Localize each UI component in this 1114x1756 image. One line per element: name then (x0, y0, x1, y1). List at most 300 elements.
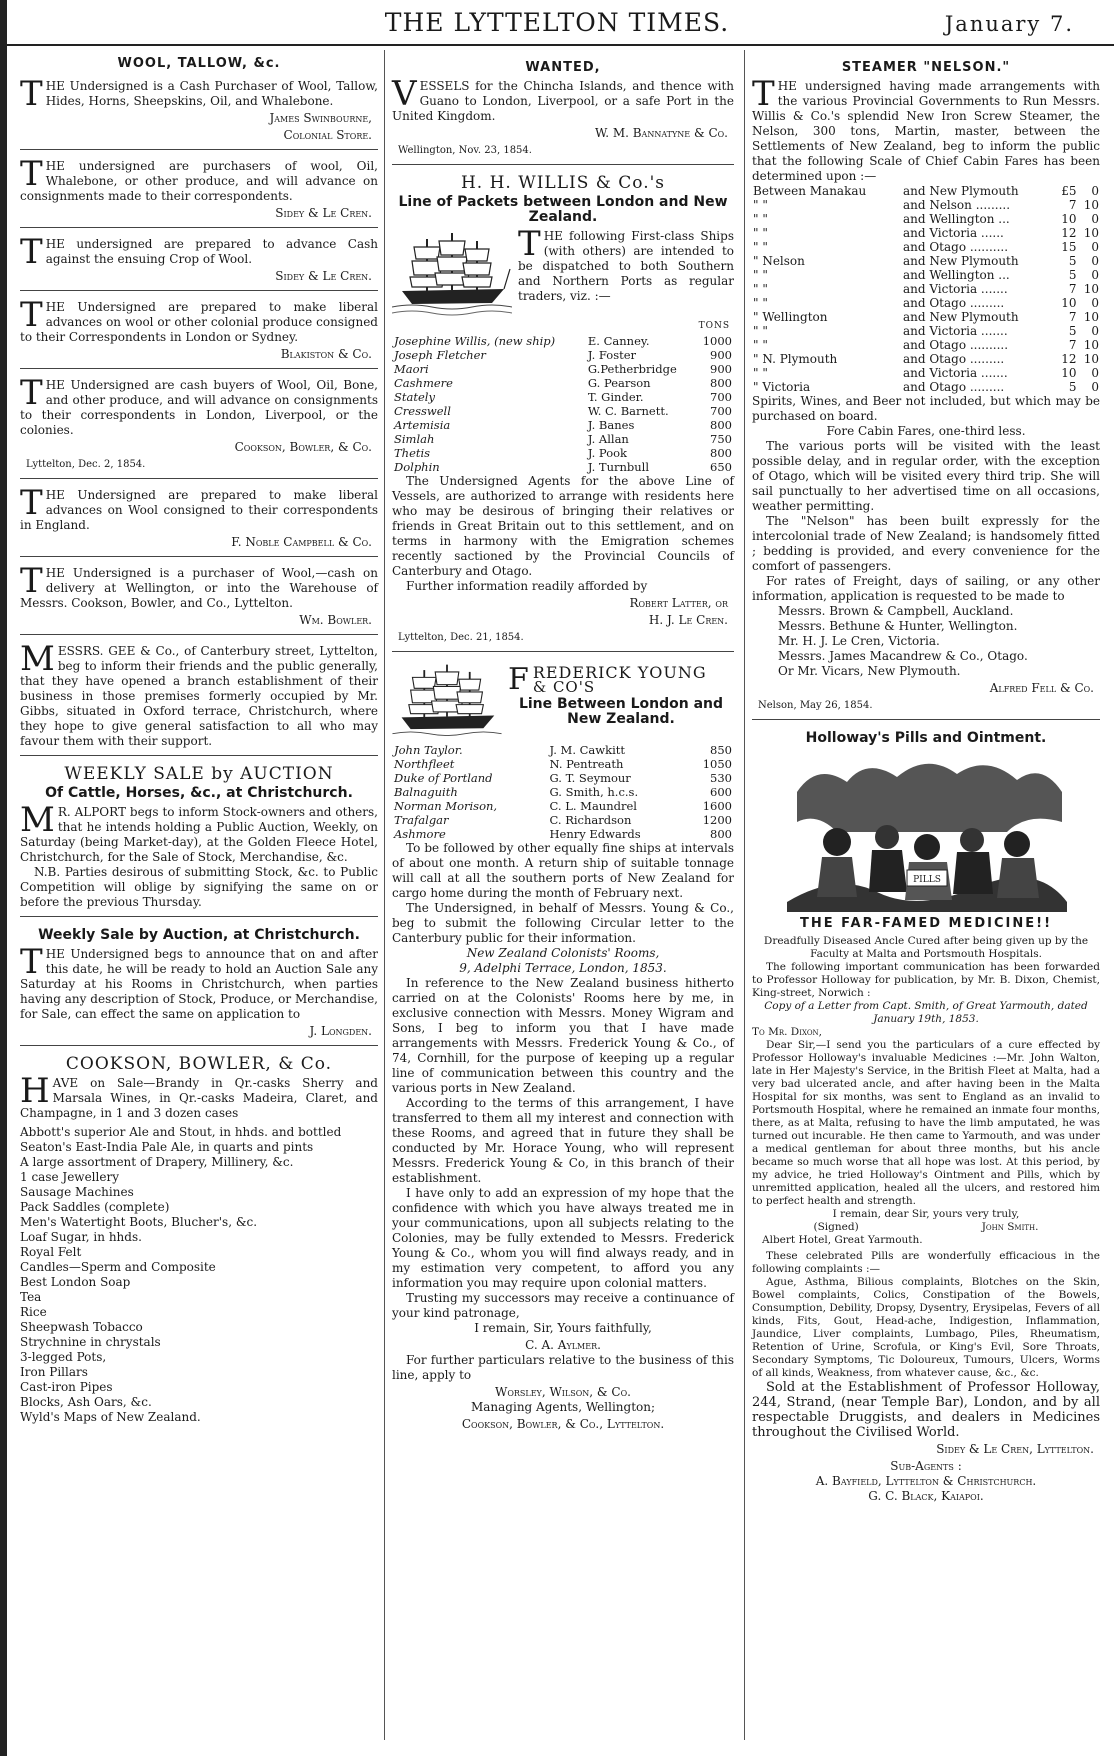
table-row (392, 827, 734, 841)
fare-shillings: 0 (1091, 324, 1099, 338)
advert-text: The Undersigned Agents for the above Line of Vessels, are authorized to arrange with residents here who may be desirous of bringing their relatives or friends in Great Britain out to this settlement, and on terms in harmony with the Emigration schemes recently sactioned by the Provincial Councils of Canterbury and Otago. (392, 474, 734, 578)
advert-swinbourne (20, 75, 378, 150)
fare-shillings: 0 (1091, 184, 1099, 198)
list-item: Sausage Machines (20, 1185, 134, 1199)
letter-salutation: To Mr. Dixon, (752, 1026, 823, 1038)
advert-subheading: Line Between London and New Zealand. (518, 696, 724, 727)
advert-note: N.B. Parties desirous of submitting Stock, &c. to Public Competition will oblige by signifying the same on or before the previous Thursday. (20, 865, 378, 909)
ship-name: John Taylor. (394, 743, 463, 757)
page-edge-bar (0, 0, 7, 1756)
table-row (752, 296, 1100, 310)
table-row (392, 348, 734, 362)
fare-to: and Nelson ......... (902, 198, 1011, 212)
list-item: Iron Pillars (20, 1365, 88, 1379)
complaints-list: Ague, Asthma, Bilious complaints, Blotches on the Skin, Bowel complaints, Colics, Constipation of the Bowels, Consumption, Debility, Dropsy, Dysentry, Erysipelas, Fevers of all kinds, Fits, Gout, Head-ache, Indigestion, Inflammation, Jaundice, Liver complaints, Lumbago, Piles, Rheumatism, Retention of Urine, Scrofula, or King's Evil, Sore Throats, Secondary Symptoms, Tic Doloureux, Tumours, Ulcers, Worms of all kinds, Weakness, from whatever cause, &c., &c. (752, 1276, 1100, 1379)
advert-holloway (752, 725, 1100, 1510)
table-row (392, 362, 734, 376)
fare-pounds: 12 (1061, 226, 1077, 240)
advert-signature: Alfred Fell & Co. (989, 681, 1094, 695)
fare-from: Between Manakau (753, 184, 867, 198)
list-item: Best London Soap (20, 1275, 131, 1289)
masthead (0, 0, 1114, 46)
advert-text: HE Undersigned is a purchaser of Wool,—cash on delivery at Wellington, or into the Warehouse of Messrs. Cookson, Bowler, and Co., Lyttelton. (20, 566, 378, 610)
fare-pounds: 5 (1068, 324, 1077, 338)
advert-text: The following important communication has been forwarded to Professor Holloway for publication, by Mr. B. Dixon, Chemist, King-street, Norwich : (752, 961, 1100, 999)
ship-master: E. Canney. (587, 334, 650, 348)
column-3 (752, 54, 1100, 1515)
ship-master: J. Pook (587, 446, 628, 460)
table-row (392, 757, 734, 771)
advert-text: For rates of Freight, days of sailing, or any other information, application is requested to be made to (752, 574, 1100, 603)
ship-name: Trafalgar (394, 813, 449, 827)
ship-tons: 530 (710, 771, 732, 785)
ship-master: J. Foster (587, 348, 637, 362)
ship-tons: 850 (710, 743, 732, 757)
willis-ships-table (392, 334, 734, 474)
fare-from: " N. Plymouth (753, 352, 838, 366)
fare-to: and New Plymouth (902, 254, 1019, 268)
advert-text: Spirits, Wines, and Beer not included, but which may be purchased on board. (752, 394, 1100, 423)
list-item: Or Mr. Vicars, New Plymouth. (778, 664, 961, 678)
fare-to: and Wellington ... (902, 268, 1010, 282)
table-row (392, 404, 734, 418)
fare-from: " Wellington (753, 310, 828, 324)
advert-longden (20, 922, 378, 1046)
list-item: Blocks, Ash Oars, &c. (20, 1395, 152, 1409)
advert-heading-co: & CO'S (532, 678, 596, 696)
ship-name: Duke of Portland (394, 771, 493, 785)
advert-heading: H. H. WILLIS & Co.'s (460, 173, 666, 193)
ship-master: Henry Edwards (549, 827, 641, 841)
table-row (392, 771, 734, 785)
fare-shillings: 0 (1091, 366, 1099, 380)
fare-to: and Otago ......... (902, 296, 1005, 310)
advert-text: Trusting my successors may receive a continuance of your kind patronage, (392, 1291, 734, 1320)
table-row (752, 198, 1100, 212)
ship-tons: 700 (710, 404, 732, 418)
advert-signature: James Swinbourne, (269, 111, 372, 125)
table-row (392, 813, 734, 827)
ship-name: Cresswell (394, 404, 451, 418)
table-row (752, 212, 1100, 226)
fare-from: " " (753, 296, 768, 310)
fare-to: and Otago ......... (902, 352, 1005, 366)
ship-master: G. Smith, h.c.s. (549, 785, 639, 799)
fare-from: " " (753, 268, 768, 282)
column-2 (392, 54, 734, 1443)
advert-campbell (20, 484, 378, 557)
advert-signature: F. Noble Campbell & Co. (231, 535, 372, 549)
advert-heading: Holloway's Pills and Ointment. (805, 730, 1047, 746)
ship-master: J. M. Cawkitt (549, 743, 626, 757)
ship-tons: 900 (710, 348, 732, 362)
advert-text: HE undersigned having made arrangements with the various Provincial Governments to Run Messrs. Willis & Co.'s splendid New Iron Screw Steamer, the Nelson, 300 tons, Martin, master, between the Settlements of New Zealand, beg to inform the public that the following Scale of Chief Cabin Fares has been determined upon :— (752, 79, 1100, 183)
advert-signature: Cookson, Bowler, & Co., Lyttelton. (461, 1417, 665, 1431)
fare-to: and Otago .......... (902, 338, 1009, 352)
ship-tons: 800 (710, 827, 732, 841)
advert-text: Fore Cabin Fares, one-third less. (826, 424, 1026, 438)
ship-master: C. Richardson (549, 813, 632, 827)
fare-shillings: 0 (1091, 240, 1099, 254)
ship-tons: 800 (710, 446, 732, 460)
fare-to: and Victoria ...... (902, 226, 1004, 240)
fare-pounds: 10 (1061, 212, 1077, 226)
fare-from: " " (753, 240, 768, 254)
advert-heading: WEEKLY SALE by AUCTION (64, 764, 334, 784)
advert-text: Further information readily afforded by (406, 579, 648, 593)
list-item: Pack Saddles (complete) (20, 1200, 170, 1214)
newspaper-title: THE LYTTELTON TIMES. (384, 8, 730, 37)
column-1 (20, 54, 378, 1436)
fares-table (752, 184, 1100, 394)
signer-name: John Smith. (981, 1221, 1039, 1233)
advert-nelson (752, 54, 1100, 720)
drop-cap: M (20, 800, 55, 840)
letter-address: 9, Adelphi Terrace, London, 1853. (459, 961, 667, 975)
advert-heading: WANTED, (525, 60, 601, 75)
drop-cap: T (752, 74, 775, 114)
advert-signature: W. M. Bannatyne & Co. (594, 126, 728, 140)
fare-shillings: 0 (1091, 296, 1099, 310)
letter-heading: Copy of a Letter from Capt. Smith, of Great Yarmouth, dated January 19th, 1853. (764, 1000, 1088, 1025)
fare-to: and New Plymouth (902, 184, 1019, 198)
ship-tons: 1050 (702, 757, 732, 771)
letter-address: New Zealand Colonists' Rooms, (466, 946, 660, 960)
drop-cap: T (20, 561, 43, 601)
advert-text: HE Undersigned are prepared to make liberal advances on wool or other colonial produce consigned to their Correspondents in London or Sydney. (20, 300, 378, 344)
list-item: 3-legged Pots, (20, 1350, 107, 1364)
fare-pounds: 10 (1061, 366, 1077, 380)
ship-tons: 900 (710, 362, 732, 376)
drop-cap: T (518, 224, 541, 264)
letter-closing: I remain, Sir, Yours faithfully, (474, 1321, 652, 1335)
fare-pounds: 12 (1061, 352, 1077, 366)
fare-to: and Otago .......... (902, 240, 1009, 254)
ship-tons: 800 (710, 418, 732, 432)
sub-agent: A. Bayfield, Lyttelton & Christchurch. (815, 1474, 1037, 1488)
ship-tons: 650 (710, 460, 732, 474)
young-ships-table (392, 743, 734, 841)
advert-text: The Undersigned, in behalf of Messrs. Young & Co., beg to submit the following Circular letter to the Canterbury public for their information. (392, 901, 734, 945)
fare-pounds: 5 (1068, 268, 1077, 282)
advert-dateline: Wellington, Nov. 23, 1854. (398, 145, 532, 156)
ship-name: Simlah (394, 432, 435, 446)
advert-text: HE following First-class Ships (with others) are intended to be dispatched to both Southern and Northern Ports as regular traders, viz. :— (518, 229, 734, 303)
table-row (752, 254, 1100, 268)
advert-signature: Wm. Bowler. (299, 613, 372, 627)
fare-shillings: 0 (1091, 268, 1099, 282)
advert-sidey-2 (20, 233, 378, 291)
fare-pounds: 5 (1068, 380, 1077, 394)
drop-cap: T (20, 154, 43, 194)
table-row (752, 324, 1100, 338)
advert-subheading: THE FAR-FAMED MEDICINE!! (799, 916, 1053, 931)
drop-cap: T (20, 373, 43, 413)
ship-name: Josephine Willis, (new ship) (394, 334, 556, 348)
ship-master: J. Banes (587, 418, 635, 432)
fare-pounds: 5 (1068, 254, 1077, 268)
advert-dateline: Nelson, May 26, 1854. (758, 700, 873, 711)
signer-address: Albert Hotel, Great Yarmouth. (762, 1234, 923, 1246)
advert-text: Dreadfully Diseased Ancle Cured after being given up by the Faculty at Malta and Portsmouth Hospitals. (763, 935, 1089, 960)
ship-name: Stately (394, 390, 435, 404)
advert-young (392, 657, 734, 1438)
letter-closing: I remain, dear Sir, yours very truly, (832, 1208, 1020, 1220)
table-row (392, 460, 734, 474)
list-item: Loaf Sugar, in hhds. (20, 1230, 142, 1244)
fare-from: " Victoria (753, 380, 811, 394)
advert-signature: J. Longden. (309, 1024, 372, 1038)
advert-signature: Robert Latter, or (629, 596, 728, 610)
ship-name: Maori (394, 362, 429, 376)
advert-willis (392, 170, 734, 652)
list-item: Cast-iron Pipes (20, 1380, 113, 1394)
advert-text: HE Undersigned are prepared to make liberal advances on Wool consigned to their correspondents in England. (20, 488, 378, 532)
sub-agent: G. C. Black, Kaiapoi. (868, 1489, 984, 1503)
list-item: Seaton's East-India Pale Ale, in quarts and pints (20, 1140, 314, 1154)
advert-wanted (392, 54, 734, 165)
fare-pounds: 15 (1061, 240, 1077, 254)
advert-text: I have only to add an expression of my hope that the confidence with which you have always treated me in your communications, upon all subjects relating to the Colonies, may be fully extended to Messrs. Frederick Young & Co., whom you will find always ready, and in my estimation very competent, to afford you any information you may require upon colonial matters. (392, 1186, 734, 1290)
advert-text: These celebrated Pills are wonderfully efficacious in the following complaints :— (752, 1250, 1100, 1275)
fare-to: and Victoria ....... (902, 324, 1008, 338)
table-row (392, 376, 734, 390)
advert-dateline: Lyttelton, Dec. 21, 1854. (398, 632, 524, 643)
ship-name: Norman Morison, (394, 799, 498, 813)
sailing-ship-illustration (392, 229, 512, 317)
table-row (392, 446, 734, 460)
advert-signature: Cookson, Bowler, & Co. (234, 440, 372, 454)
drop-cap: T (20, 74, 43, 114)
letter-body: Dear Sir,—I send you the particulars of a cure effected by Professor Holloway's invaluable Medicines :—Mr. John Walton, late in Her Majesty's Service, in the British Fleet at Malta, had a very bad ulcerated ancle, and after having been in the Malta Hospital for six months, was sent to England as an invalid to Portsmouth Hospital, where he remained an inmate four months, there, as at Malta, refusing to have the limb amputated, he was turned out incurable. He then came to Yarmouth, and was under a medical gentleman for about three months, but his ancle became so much worse that all hope was lost. At this period, by my advice, he tried Holloway's Ointment and Pills, which by unremitted application, healed all the ulcers, and restored him to perfect health and strength. (752, 1039, 1100, 1207)
list-item: Candles—Sperm and Composite (20, 1260, 216, 1274)
ship-master: W. C. Barnett. (587, 404, 669, 418)
table-row (392, 799, 734, 813)
advert-signature: Sidey & Le Cren. (275, 206, 372, 220)
fare-shillings: 10 (1083, 310, 1099, 324)
advert-sidey-1 (20, 155, 378, 228)
ship-name: Balnaguith (394, 785, 458, 799)
ship-name: Artemisia (394, 418, 451, 432)
fare-to: and Victoria ....... (902, 366, 1008, 380)
drop-cap: M (20, 639, 55, 679)
advert-gee (20, 640, 378, 756)
advert-heading-text: REDERICK YOUNG (532, 663, 707, 682)
advert-signature: Worsley, Wilson, & Co. (495, 1385, 631, 1399)
table-row (392, 390, 734, 404)
signed-label: (Signed) (813, 1221, 859, 1233)
list-item: Royal Felt (20, 1245, 82, 1259)
ship-name: Cashmere (394, 376, 453, 390)
ship-master: C. L. Maundrel (549, 799, 637, 813)
fare-pounds: 7 (1068, 310, 1077, 324)
ship-name: Ashmore (394, 827, 446, 841)
fare-shillings: 0 (1091, 380, 1099, 394)
advert-heading: Weekly Sale by Auction, at Christchurch. (38, 927, 360, 943)
advert-alport (20, 761, 378, 917)
ship-name: Dolphin (394, 460, 440, 474)
fare-to: and New Plymouth (902, 310, 1019, 324)
list-item: A large assortment of Drapery, Millinery, &c. (20, 1155, 294, 1169)
list-item: Messrs. Brown & Campbell, Auckland. (778, 604, 1014, 618)
advert-heading: STEAMER "NELSON." (841, 60, 1011, 75)
advert-signature: Managing Agents, Wellington; (470, 1400, 656, 1414)
fare-shillings: 0 (1091, 212, 1099, 226)
fare-to: and Wellington ... (902, 212, 1010, 226)
fare-from: " Nelson (753, 254, 805, 268)
advert-signature: Sidey & Le Cren. (275, 269, 372, 283)
table-row (392, 785, 734, 799)
fare-shillings: 10 (1083, 338, 1099, 352)
drop-cap: T (20, 295, 43, 335)
advert-text: HE undersigned are prepared to advance Cash against the ensuing Crop of Wool. (45, 237, 378, 266)
fare-pounds: 7 (1068, 338, 1077, 352)
advert-text: R. ALPORT begs to inform Stock-owners and others, that he intends holding a Public Auction, Weekly, on Saturday (being Market-day), at the Golden Fleece Hotel, Christchurch, for the Sale of Stock, Merchandise, &c. (20, 805, 378, 864)
advert-text: HE Undersigned is a Cash Purchaser of Wool, Tallow, Hides, Horns, Sheepskins, Oil, and Whalebone. (45, 79, 378, 108)
fare-shillings: 0 (1091, 254, 1099, 268)
column-rule (384, 50, 385, 1740)
advert-subheading: Line of Packets between London and New Zealand. (398, 194, 728, 225)
letter-signature: C. A. Aylmer. (525, 1338, 601, 1352)
holloway-engraving-illustration (777, 752, 1075, 912)
table-row (752, 366, 1100, 380)
ship-master: N. Pentreath (549, 757, 624, 771)
list-item: Messrs. James Macandrew & Co., Otago. (778, 649, 1028, 663)
advert-text: For further particulars relative to the business of this line, apply to (392, 1353, 734, 1382)
table-row (392, 418, 734, 432)
ship-tons: 700 (710, 390, 732, 404)
list-item: Strychnine in chrystals (20, 1335, 161, 1349)
fare-to: and Otago ......... (902, 380, 1005, 394)
ship-tons: 800 (710, 376, 732, 390)
list-item: Abbott's superior Ale and Stout, in hhds. and bottled (20, 1125, 342, 1139)
ship-name: Joseph Fletcher (394, 348, 486, 362)
drop-cap: V (392, 74, 417, 114)
table-row (392, 743, 734, 757)
list-item: Wyld's Maps of New Zealand. (20, 1410, 201, 1424)
fare-from: " " (753, 198, 768, 212)
advert-blakiston (20, 296, 378, 369)
sailing-ship-illustration (392, 661, 502, 741)
fare-from: " " (753, 366, 768, 380)
fare-from: " " (753, 226, 768, 240)
fare-pounds: 7 (1068, 198, 1077, 212)
advert-text: ESSRS. GEE & Co., of Canterbury street, Lyttelton, beg to inform their friends and the public generally, that they have opened a branch establishment of their business in those premises formerly occupied by Mr. Gibbs, situated in Oxford terrace, Christchurch, where they hope to give general satisfaction to all who may favour them with their support. (20, 644, 378, 748)
column-rule (744, 50, 745, 1740)
advert-text: Sold at the Establishment of Professor Holloway, 244, Strand, (near Temple Bar), London, and by all respectable Druggists, and dealers in Medicines throughout the Civilised World. (752, 1380, 1100, 1440)
ship-name: Northfleet (394, 757, 455, 771)
fare-shillings: 10 (1083, 282, 1099, 296)
list-item: Mr. H. J. Le Cren, Victoria. (778, 634, 940, 648)
drop-cap: T (20, 483, 43, 523)
table-row (752, 282, 1100, 296)
table-row (752, 338, 1100, 352)
advert-text: According to the terms of this arrangement, I have transferred to them all my interest and connection with these Rooms, and agreed that in future they shall be conducted by Mr. Horace Young, who will represent Messrs. Frederick Young & Co, in this branch of their establishment. (392, 1096, 734, 1185)
ship-tons: 1000 (702, 334, 732, 348)
table-row (392, 432, 734, 446)
fare-shillings: 10 (1083, 352, 1099, 366)
table-row (392, 334, 734, 348)
advert-text: To be followed by other equally fine ships at intervals of about one month. A return ship of suitable tonnage will call at all the southern ports of New Zealand for cargo home during the month of February next. (392, 841, 734, 900)
advert-text: In reference to the New Zealand business hitherto carried on at the Colonists' Rooms here by me, in exclusive connection with Messrs. Money Wigram and Sons, I beg to inform you that I have made arrangements with Messrs. Frederick Young & Co., of 74, Cornhill, for the purpose of keeping up a regular line of communication between this country and the various ports in New Zealand. (392, 976, 734, 1095)
fare-to: and Victoria ....... (902, 282, 1008, 296)
list-item: Sheepwash Tobacco (20, 1320, 143, 1334)
fare-from: " " (753, 338, 768, 352)
advert-signature: Blakiston & Co. (280, 347, 372, 361)
advert-text: HE undersigned are purchasers of wool, Oil, Whalebone, or other produce, and will advance on consignments made to their correspondents. (20, 159, 378, 203)
fare-pounds: 7 (1068, 282, 1077, 296)
section-heading: WOOL, TALLOW, &c. (117, 56, 281, 71)
list-item: Messrs. Bethune & Hunter, Wellington. (778, 619, 1018, 633)
fare-pounds: £5 (1061, 184, 1077, 198)
ship-tons: 1600 (702, 799, 732, 813)
advert-signature: Colonial Store. (283, 128, 372, 142)
fare-from: " " (753, 324, 768, 338)
advert-cookson-wool (20, 374, 378, 479)
advert-text: HE Undersigned are cash buyers of Wool, Oil, Bone, and other produce, and will advance on consignments to their correspondents in London, Liverpool, or the colonies. (20, 378, 378, 437)
drop-cap: T (20, 232, 43, 272)
tons-column-header: TONS (698, 321, 730, 331)
ship-master: G. T. Seymour (549, 771, 631, 785)
table-row (752, 352, 1100, 366)
sub-agents-label: Sub-Agents : (890, 1459, 962, 1473)
list-item: Tea (20, 1290, 42, 1304)
ship-master: G.Petherbridge (587, 362, 677, 376)
issue-date: January 7. (944, 12, 1074, 36)
list-item: 1 case Jewellery (20, 1170, 119, 1184)
ship-name: Thetis (394, 446, 431, 460)
fare-shillings: 10 (1083, 198, 1099, 212)
table-row (752, 184, 1100, 198)
drop-cap: F (508, 662, 530, 697)
agents-list (778, 604, 1100, 679)
ship-tons: 1200 (702, 813, 732, 827)
fare-from: " " (753, 212, 768, 226)
ship-tons: 750 (710, 432, 732, 446)
ship-master: J. Allan (587, 432, 629, 446)
advert-bowler (20, 562, 378, 635)
advert-cookson-sale (20, 1051, 378, 1431)
table-row (752, 240, 1100, 254)
fare-shillings: 10 (1083, 226, 1099, 240)
table-row (752, 268, 1100, 282)
advert-dateline: Lyttelton, Dec. 2, 1854. (26, 459, 146, 470)
letter-signature-line (752, 1221, 1100, 1234)
advert-text: The "Nelson" has been built expressly for the intercolonial trade of New Zealand; is handsomely fitted ; bedding is provided, and every convenience for the comfort of passengers. (752, 514, 1100, 573)
advert-signature: H. J. Le Cren. (648, 613, 728, 627)
drop-cap: H (20, 1071, 50, 1111)
advert-text: ESSELS for the Chincha Islands, and thence with Guano to London, Liverpool, or a safe Port in the United Kingdom. (392, 79, 734, 123)
ship-tons: 600 (710, 785, 732, 799)
advert-text: AVE on Sale—Brandy in Qr.-casks Sherry and Marsala Wines, in Qr.-casks Madeira, Claret, and Champagne, in 1 and 3 dozen cases (20, 1076, 378, 1120)
table-row (752, 310, 1100, 324)
goods-list (20, 1125, 378, 1425)
list-item: Men's Watertight Boots, Blucher's, &c. (20, 1215, 258, 1229)
advert-text: The various ports will be visited with the least possible delay, and in regular order, with the exception of Otago, which will be visited every third trip. She will sail punctually to her advertised time on all occasions, weather permitting. (752, 439, 1100, 513)
fare-from: " " (753, 282, 768, 296)
ship-master: G. Pearson (587, 376, 651, 390)
ship-master: J. Turnbull (587, 460, 650, 474)
advert-text: HE Undersigned begs to announce that on and after this date, he will be ready to hold an Auction Sale any Saturday at his Rooms in Christchurch, when parties having any description of Stock, Produce, or Merchandise, for Sale, can effect the same on application to (20, 947, 378, 1021)
drop-cap: T (20, 942, 43, 982)
fare-pounds: 10 (1061, 296, 1077, 310)
ship-master: T. Ginder. (587, 390, 644, 404)
list-item: Rice (20, 1305, 47, 1319)
svg-text:PILLS: PILLS (913, 875, 941, 885)
table-row (752, 380, 1100, 394)
table-row (752, 226, 1100, 240)
advert-subheading: Of Cattle, Horses, &c., at Christchurch. (45, 785, 353, 801)
